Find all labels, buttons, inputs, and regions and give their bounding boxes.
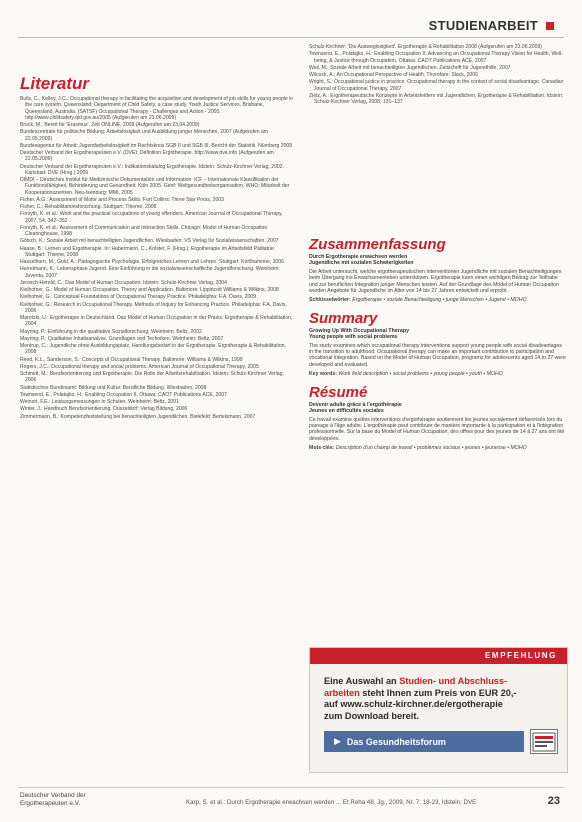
reference-entry: Zietz, A.: Ergotherapeutische Konzepte in Arbeitsfeldern mit Jugendlichen. Ergotherapie & Rehabilitation. Idstein: Schulz-Kirchner Verlag, 2008, 131–137 bbox=[309, 92, 564, 105]
recommendation-text bbox=[324, 676, 560, 722]
reference-entry: Townsend, E., Polatajko, H.: Enabling Occupation II: Advancing an Occupational Therapy Vision for Health, Well-being, & Justice through Occupation. Ottawa: CAOT Publications ACE, 2007 bbox=[309, 51, 563, 64]
reference-entry: Forsyth, K. et al.: Work and the practical occupations of young offenders. American Journal of Occupational Therapy, 2007, 54, 342–352 bbox=[20, 211, 283, 224]
red-square-icon bbox=[546, 22, 554, 30]
reference-entry: Kielhofner, G.: Research in Occupational Therapy. Methods of Inquiry for Enhancing Practice. Philadelphia: F.A. Davis, 2006 bbox=[20, 301, 287, 314]
arrow-right-icon: ▶ bbox=[334, 736, 341, 746]
reference-entry: Deutscher Verband der Ergotherapeuten e.V.: Indikationskatalog Ergotherapie. Idstein: Schulz-Kirchner Verlag, 2002. Karlsbad: DVE (Hrsg.) 2009 bbox=[20, 163, 285, 176]
reference-entry: Weinert, F.E.: Leistungsmessungen in Schulen. Weinheim: Beltz, 2001 bbox=[20, 399, 179, 405]
reference-entry: Brock, M.: Bereit für 'Erasmus'. Zeit ONLINE, 2009 (Aufgerufen am 23.04.2009) bbox=[20, 122, 200, 128]
reference-entry: Wright, S.: Occupational justice in practice: Occupational therapy in the context of social disadvantage. Canadian Journal of Occupational Therapy, 2007 bbox=[309, 79, 564, 92]
ad-line4: zum Download bereit. bbox=[324, 710, 419, 721]
abstract-column bbox=[309, 44, 567, 452]
reference-list-continued bbox=[309, 44, 567, 230]
reference-entry: Wilcock, A.: An Occupational Perspective of Health. Thorofare: Slack, 2006 bbox=[309, 72, 478, 78]
reference-entry: Jerosch-Herold, C.: Das Model of Human Occupation. Idstein: Schulz-Kirchner Verlag, 2004 bbox=[20, 279, 227, 286]
reference-entry: Hurrelmann, K.: Lebensphase Jugend. Eine Einführung in die sozialwissenschaftliche Jugendforschung. Weinheim: Juventa, 2007 bbox=[20, 266, 280, 279]
footer-citation: Karp, S. et al.: Durch Ergotherapie erwachsen werden ... Et Reha 48. Jg., 2009, Nr. 7: 18-23, Idstein: DVE bbox=[186, 799, 477, 806]
reference-entry: Mayring, P.: Qualitative Inhaltsanalyse. Grundlagen und Techniken. Weinheim: Beltz, 2007 bbox=[20, 335, 224, 342]
summary-subtitle: Growing Up With Occupational Therapy bbox=[309, 327, 410, 334]
reference-entry: Townsend, E., Polatajko, H.: Enabling Occupation II. Ottawa: CAOT Publications ACE, 2007 bbox=[20, 391, 227, 398]
ad-url-line[interactable]: auf www.schulz-kirchner.de/ergotherapie bbox=[324, 699, 503, 709]
reference-list bbox=[20, 96, 294, 420]
page-number: 23 bbox=[547, 795, 560, 807]
reference-entry: Forsyth, K. et al.: Assessment of Communication and Interaction Skills. Chicago: Model of Human Occupation Clearinghouse, 1998 bbox=[20, 224, 268, 237]
reference-entry: DIMDI – Deutsches Institut für Medizinische Dokumentation und Information: ICF – Internationale Klassifikation der Funktionsfähigkeit, Behinderung und Gesundheit. Köln 2005. Genf: Weltgesundheitsorganisation, WHO; Mitarbeit der Kooperationszentren. Neu-Isenburg: MMI, 2005 bbox=[20, 177, 290, 196]
recommendation-header: EMPFEHLUNG bbox=[310, 648, 567, 664]
ad-line1a: Eine Auswahl an bbox=[324, 676, 400, 686]
publisher-logo bbox=[530, 729, 558, 754]
literature-heading: Literatur bbox=[20, 74, 89, 93]
resume-subtitle: Devenir adulte grâce à l'ergothérapie bbox=[309, 401, 402, 408]
footer-org-line1: Deutscher Verband der bbox=[20, 792, 86, 799]
keywords-label: Key words: bbox=[309, 371, 337, 378]
reference-entry: Haase, B.: Lernen und Ergotherapie. In: Habermann, C., Kolster, F. (Hrsg.): Ergotherapie im Arbeitsfeld Pädiatrie. Stuttgart: Thieme, 2008 bbox=[20, 245, 276, 258]
reference-entry: Winter, J.: Handbuch Berufsorientierung. Düsseldorf: Verlag Bildung, 2006 bbox=[20, 406, 188, 413]
literature-column bbox=[20, 44, 294, 421]
reference-entry: Kielhofner, G.: Conceptual Foundations of Occupational Therapy Practice. Philadelphia: F.A. Davis, 2009 bbox=[20, 294, 257, 301]
reference-entry: Reed, K.L., Sanderson, S.: Concepts of Occupational Therapy. Baltimore: Williams & Wilkins, 1999 bbox=[20, 356, 243, 363]
resume-heading: Résumé bbox=[309, 383, 368, 401]
keywords-label: Schlüsselwörter: bbox=[309, 297, 351, 304]
reference-entry: Marotzki, U.: Ergotherapie in Deutschland. Das Model of Human Occupation in der Praxis. Ergotherapie & Rehabilitation, 2004 bbox=[20, 315, 293, 328]
reference-entry: Hasselhorn, M., Gold, A.: Pädagogische Psychologie. Erfolgreiches Lernen und Lehren. Stuttgart: Kohlhammer, 2006 bbox=[20, 259, 284, 265]
footer-org-line2: Ergotherapeuten e.V. bbox=[20, 800, 81, 807]
reference-entry: Bundesagentur für Arbeit: Jugendarbeitslosigkeit im Rechtskreis SGB II und SGB III. Bericht der Statistik. Nürnberg 2008 bbox=[20, 142, 293, 149]
ad-line1b: Studien- und Abschluss- bbox=[399, 676, 508, 686]
reference-entry: Zimmermann, B.: Kompetenzfeststellung bei benachteiligten Jugendlichen. Bielefeld: Bertelsmann, 2007 bbox=[20, 413, 256, 420]
resume-body: Ce travail examine quelles interventions d'ergothérapie soutiennent les jeunes socialement défavorisés lors du passage à l'âge adulte. L'ergothérapie peut contribuer de manière importante à la participation et à l'intégration professionnelle. Sur la base du Model of Human Occupation, des offres pour des jeunes de 14 à 27 ans ont été développées. bbox=[309, 416, 565, 442]
ad-line2a: arbeiten bbox=[324, 687, 360, 698]
gesundheitsforum-banner[interactable] bbox=[324, 731, 524, 752]
reference-entry: Mayring, P.: Einführung in die qualitative Sozialforschung. Weinheim: Beltz, 2002 bbox=[20, 328, 202, 335]
zusammenfassung-subtitle2: Jugendliche mit sozialen Schwierigkeiten bbox=[309, 260, 414, 267]
keywords-text: Description d'un champ de travail • problèmes sociaux • jeunes • jeunesse • MOHO bbox=[335, 445, 527, 452]
footer-divider bbox=[18, 787, 564, 788]
reference-entry: Mentrup, C.: Jugendliche ohne Ausbildungsplatz. Handlungsbedarf in der Ergotherapie. Ergotherapie & Rehabilitation, 2008 bbox=[20, 343, 286, 356]
footer-organization bbox=[20, 792, 130, 808]
resume-keywords bbox=[309, 445, 567, 451]
banner-label: Das Gesundheitsforum bbox=[346, 736, 446, 747]
reference-entry: Statistisches Bundesamt: Bildung und Kultur. Berufliche Bildung. Wiesbaden, 2008 bbox=[20, 384, 207, 391]
keywords-text: Ergotherapie • soziale Benachteiligung • junge Menschen • Jugend • MOHO bbox=[352, 297, 527, 304]
ad-line2b: steht Ihnen zum Preis von EUR 20,- bbox=[359, 687, 517, 698]
recommendation-box bbox=[309, 647, 568, 773]
zusammenfassung-heading: Zusammenfassung bbox=[309, 236, 446, 253]
zusammenfassung-keywords bbox=[309, 297, 567, 303]
reference-entry: Bundeszentrale für politische Bildung: Arbeitslosigkeit und Ausbildung junger Menschen, 2007 (Aufgerufen am 22.05.2009) bbox=[20, 129, 269, 142]
header-divider bbox=[18, 37, 564, 38]
zusammenfassung-subtitle: Durch Ergotherapie erwachsen werden bbox=[309, 254, 408, 260]
reference-entry: Fisher, A.G.: Assessment of Motor and Process Skills. Fort Collins: Three Star Press, 2003 bbox=[20, 196, 225, 203]
publisher-logo-icon bbox=[532, 732, 556, 752]
zusammenfassung-body: Die Arbeit untersucht, welche ergotherapeutischen Interventionen Jugendliche mit sozialen Benachteiligungen beim Übergang ins Erwachsenenleben unterstützen. Ergotherapie kann einen wichtigen Beitrag zur Teilhabe und zur beruflichen Integration junger Menschen leisten. Auf der Grundlage des Model of Human Occupation wurden Angebote für Jugendliche im Alter von 14 bis 27 Jahren entwickelt und erprobt. bbox=[309, 268, 562, 295]
section-label-text: STUDIENARBEIT bbox=[428, 18, 538, 33]
resume-subtitle2: Jeunes en difficultés sociales bbox=[309, 408, 384, 415]
summary-body: The study examines which occupational therapy interventions support young people with social disadvantages in the transition to adulthood. Occupational therapy can make an important contribution to participation and vocational integration. Based on the Model of Human Occupation, programs for adolescents aged 14 to 27 were developed and evaluated. bbox=[309, 342, 566, 368]
keywords-label: Mots clés: bbox=[309, 445, 335, 452]
section-label bbox=[429, 18, 554, 33]
reference-entry: Rogers, J.C.: Occupational therapy and social problems. American Journal of Occupational Therapy, 2005 bbox=[20, 363, 259, 370]
summary-keywords bbox=[309, 371, 567, 377]
reference-entry: Weil, M.: Soziale Arbeit mit benachteiligten Jugendlichen. Zeitschrift für Jugendhilfe, 2007 bbox=[309, 64, 511, 71]
reference-entry: Schulz-Kirchner: 'Die Ausweglosigkeit'. Ergotherapie & Rehabilitation 2008 (Aufgerufen am 23.06.2009) bbox=[309, 44, 542, 50]
summary-heading: Summary bbox=[309, 309, 378, 327]
keywords-text: Work field description • social problems • young people • youth • MOHO bbox=[338, 371, 503, 378]
reference-entry: Kielhofner, G.: Model of Human Occupation. Theory and Application. Baltimore: Lippincott Williams & Wilkins, 2008 bbox=[20, 287, 279, 293]
summary-subtitle2: Young people with social problems bbox=[309, 334, 398, 341]
reference-entry: Götsch, K.: Soziale Arbeit mit benachteiligten Jugendlichen. Wiesbaden: VS Verlag für Sozialwissenschaften, 2007 bbox=[20, 238, 279, 245]
reference-entry: Schmidt, M.: Berufsorientierung und Ergotherapie. Die Rolle der Arbeitsrehabilitation. Idstein: Schulz-Kirchner Verlag, 2006 bbox=[20, 371, 284, 384]
reference-entry: Bulls, C., Kelley, J.C.: Occupational therapy in facilitating the acquisition and development of job skills for young people in the care system. Queensland: Department of Child Safety, a case study. Youth Justice Services, Brisbane, Queensland, Australia. (SATSF) Occupational Therapy - Challenges and Action - 2005. http://www.childsafety.qld.gov.au/2005 (Aufgerufen am 23.06.2009) bbox=[20, 96, 294, 121]
reference-entry: Fisher, C.: Rehabilitationsforschung. Stuttgart: Thieme, 2008 bbox=[20, 204, 157, 210]
reference-entry: Deutscher Verband der Ergotherapeuten e.V. (DVE): Definition Ergotherapie. http://www.dve.info (Aufgerufen am 22.05.2009) bbox=[20, 150, 274, 163]
